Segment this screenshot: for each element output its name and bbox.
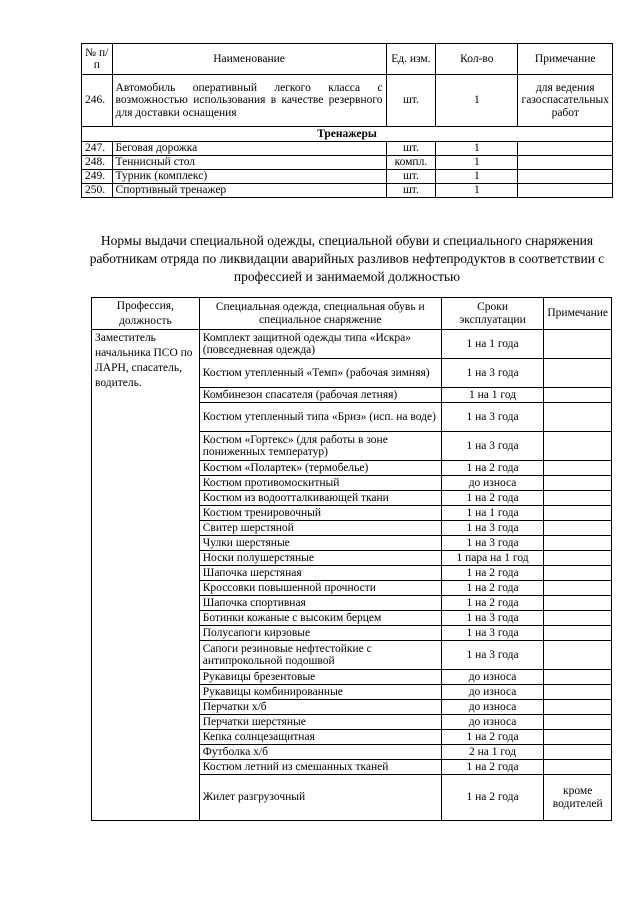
header-equipment: Специальная одежда, специальная обувь и специальное снаряжение <box>199 298 441 330</box>
equipment-item: Костюм утепленный типа «Бриз» (исп. на воде) <box>199 403 441 432</box>
row-note <box>544 551 612 566</box>
equipment-item: Шапочка шерстяная <box>199 566 441 581</box>
row-num: 248. <box>82 156 113 170</box>
row-note <box>544 506 612 521</box>
row-note <box>544 730 612 745</box>
header-unit: Ед. изм. <box>386 44 436 75</box>
row-note <box>544 596 612 611</box>
equipment-item: Чулки шерстяные <box>199 536 441 551</box>
row-note <box>518 184 613 198</box>
equipment-item: Костюм «Полартек» (термобелье) <box>199 461 441 476</box>
document-title: Нормы выдачи специальной одежды, специальной обуви и специального снаряжения работникам отряда по ликвидации аварийных разливов нефтепродуктов в соответствии с профессией и занимаемой должностью <box>89 233 605 284</box>
equipment-item: Рукавицы комбинированные <box>199 685 441 700</box>
service-term: 1 на 1 года <box>441 506 544 521</box>
row-note <box>544 403 612 432</box>
service-term: до износа <box>441 685 544 700</box>
row-num: 250. <box>82 184 113 198</box>
service-term: 1 на 3 года <box>441 432 544 461</box>
equipment-item: Комбинезон спасателя (рабочая летняя) <box>199 388 441 403</box>
equipment-item: Кепка солнцезащитная <box>199 730 441 745</box>
row-note <box>544 359 612 388</box>
section-row <box>82 127 613 142</box>
header-term: Сроки эксплуатации <box>441 298 544 330</box>
header-name: Наименование <box>112 44 386 75</box>
equipment-item: Футболка х/б <box>199 745 441 760</box>
service-term: 2 на 1 год <box>441 745 544 760</box>
equipment-item: Сапоги резиновые нефтестойкие с антипрокольной подошвой <box>199 641 441 670</box>
table-header-row <box>92 298 612 330</box>
header-note: Примечание <box>518 44 613 75</box>
service-term: 1 на 1 год <box>441 388 544 403</box>
row-note <box>544 432 612 461</box>
profession-cell: Заместитель начальника ПСО по ЛАРН, спасатель, водитель. <box>92 330 200 821</box>
header-num: № п/п <box>82 44 113 75</box>
row-name: Спортивный тренажер <box>112 184 386 198</box>
equipment-item: Кроссовки повышенной прочности <box>199 581 441 596</box>
equipment-item: Костюм из водоотталкивающей ткани <box>199 491 441 506</box>
equipment-item: Рукавицы брезентовые <box>199 670 441 685</box>
section-title: Тренажеры <box>82 127 613 142</box>
equipment-item: Ботинки кожаные с высоким берцем <box>199 611 441 626</box>
service-term: 1 на 2 года <box>441 730 544 745</box>
service-term: 1 на 3 года <box>441 403 544 432</box>
equipment-item: Свитер шерстяной <box>199 521 441 536</box>
row-note <box>544 715 612 730</box>
row-note <box>544 670 612 685</box>
service-term: до износа <box>441 700 544 715</box>
table-row <box>82 184 613 198</box>
row-note <box>518 170 613 184</box>
equipment-item: Костюм противомоскитный <box>199 476 441 491</box>
row-qty: 1 <box>436 184 518 198</box>
row-note: кроме водителей <box>544 775 612 821</box>
row-unit: шт. <box>386 184 436 198</box>
service-term: 1 на 2 года <box>441 461 544 476</box>
equipment-item: Костюм «Гортекс» (для работы в зоне пониженных температур) <box>199 432 441 461</box>
service-term: 1 на 2 года <box>441 491 544 506</box>
row-note <box>544 581 612 596</box>
row-qty: 1 <box>436 156 518 170</box>
equipment-table <box>81 43 613 198</box>
row-qty: 1 <box>436 170 518 184</box>
service-term: 1 на 2 года <box>441 775 544 821</box>
row-name: Турник (комплекс) <box>112 170 386 184</box>
row-note <box>518 142 613 156</box>
table-row <box>92 330 612 359</box>
equipment-item: Шапочка спортивная <box>199 596 441 611</box>
row-qty: 1 <box>436 75 518 127</box>
row-unit: компл. <box>386 156 436 170</box>
equipment-item: Костюм летний из смешанных тканей <box>199 760 441 775</box>
table-row <box>82 75 613 127</box>
service-term: 1 пара на 1 год <box>441 551 544 566</box>
row-note <box>544 536 612 551</box>
equipment-item: Костюм тренировочный <box>199 506 441 521</box>
clothing-norms-table <box>91 297 612 821</box>
service-term: 1 на 1 года <box>441 330 544 359</box>
row-note <box>544 388 612 403</box>
header-note: Примечание <box>544 298 612 330</box>
service-term: 1 на 3 года <box>441 641 544 670</box>
service-term: 1 на 2 года <box>441 581 544 596</box>
table-row <box>82 170 613 184</box>
equipment-item: Перчатки шерстяные <box>199 715 441 730</box>
service-term: 1 на 3 года <box>441 536 544 551</box>
row-name: Теннисный стол <box>112 156 386 170</box>
row-note <box>544 521 612 536</box>
row-unit: шт. <box>386 75 436 127</box>
row-note <box>544 760 612 775</box>
row-note <box>544 685 612 700</box>
service-term: 1 на 3 года <box>441 359 544 388</box>
row-num: 249. <box>82 170 113 184</box>
row-unit: шт. <box>386 170 436 184</box>
equipment-item: Перчатки х/б <box>199 700 441 715</box>
row-qty: 1 <box>436 142 518 156</box>
row-note <box>544 700 612 715</box>
service-term: 1 на 2 года <box>441 566 544 581</box>
service-term: до износа <box>441 670 544 685</box>
row-note <box>518 156 613 170</box>
service-term: до износа <box>441 476 544 491</box>
row-num: 246. <box>82 75 113 127</box>
service-term: 1 на 3 года <box>441 611 544 626</box>
row-note <box>544 745 612 760</box>
row-note <box>544 491 612 506</box>
row-note <box>544 476 612 491</box>
service-term: до износа <box>441 715 544 730</box>
equipment-item: Комплект защитной одежды типа «Искра» (повседневная одежда) <box>199 330 441 359</box>
row-note: для ведения газоспасательных работ <box>518 75 613 127</box>
row-note <box>544 330 612 359</box>
header-profession: Профессия, должность <box>92 298 200 330</box>
equipment-item: Костюм утепленный «Темп» (рабочая зимняя) <box>199 359 441 388</box>
row-note <box>544 626 612 641</box>
equipment-item: Полусапоги кирзовые <box>199 626 441 641</box>
equipment-item: Жилет разгрузочный <box>199 775 441 821</box>
row-unit: шт. <box>386 142 436 156</box>
service-term: 1 на 3 года <box>441 521 544 536</box>
row-name: Беговая дорожка <box>112 142 386 156</box>
row-note <box>544 461 612 476</box>
service-term: 1 на 3 года <box>441 626 544 641</box>
table-row <box>82 142 613 156</box>
row-note <box>544 566 612 581</box>
row-note <box>544 611 612 626</box>
service-term: 1 на 2 года <box>441 760 544 775</box>
row-note <box>544 641 612 670</box>
header-qty: Кол-во <box>436 44 518 75</box>
equipment-item: Носки полушерстяные <box>199 551 441 566</box>
table-header-row <box>82 44 613 75</box>
row-name: Автомобиль оперативный легкого класса с возможностью использования в качестве резервного для доставки оснащения <box>112 75 386 127</box>
service-term: 1 на 2 года <box>441 596 544 611</box>
table-row <box>82 156 613 170</box>
row-num: 247. <box>82 142 113 156</box>
